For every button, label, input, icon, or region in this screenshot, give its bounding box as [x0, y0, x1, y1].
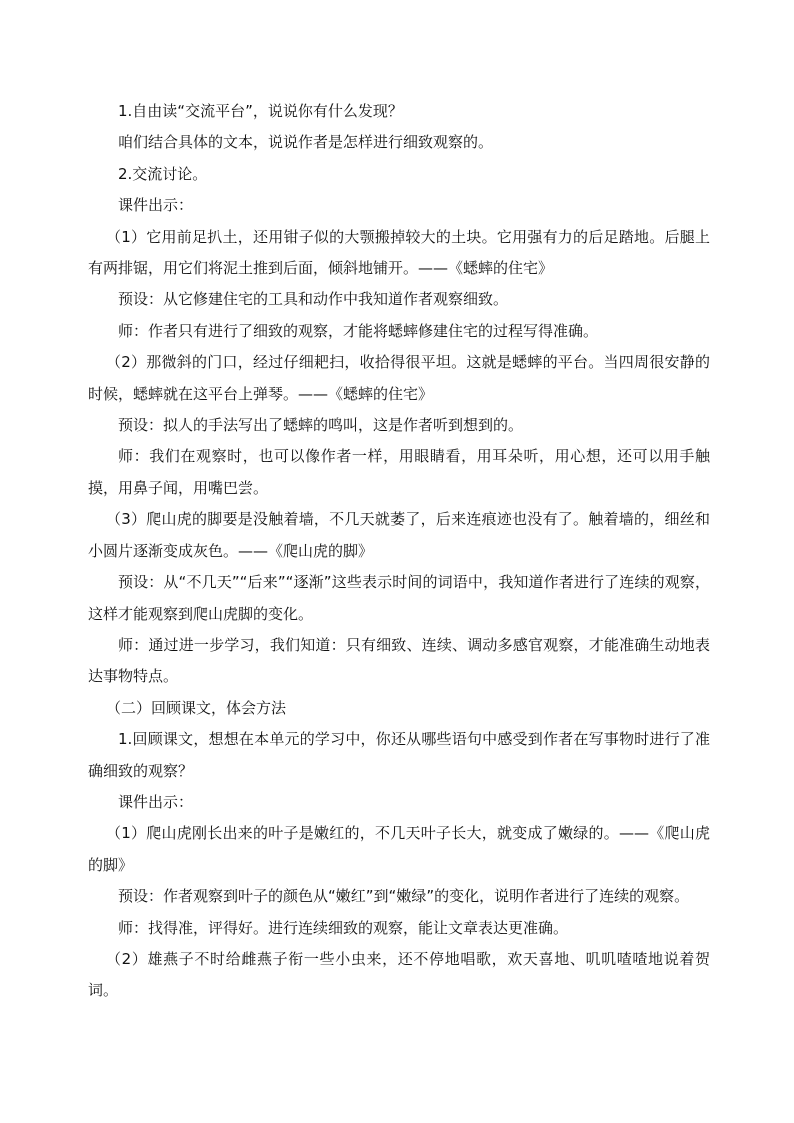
paragraph-11: （3）爬山虎的脚要是没触着墙，不几天就萎了，后来连痕迹也没有了。触着墙的，细丝和小圆片逐渐变成灰色。——《爬山虎的脚》 — [88, 510, 710, 560]
paragraph-20: （2）雄燕子不时给雌燕子衔一些小虫来，还不停地唱歌，欢天喜地、叽叽喳喳地说着贺词。 — [88, 949, 710, 1000]
paragraph-2: 咱们结合具体的文本，说说作者是怎样进行细致观察的。 — [118, 133, 494, 152]
paragraph-19: 师：找得准，评得好。进行连续细致的观察，能让文章表达更准确。 — [118, 918, 569, 937]
paragraph-15: 1.回顾课文，想想在本单元的学习中，你还从哪些语句中感受到作者在写事物时进行了准确细致的观察？ — [88, 730, 710, 780]
paragraph-16: 课件出示： — [118, 792, 194, 811]
paragraph-6: 预设：从它修建住宅的工具和动作中我知道作者观察细致。 — [118, 290, 509, 309]
paragraph-5: （1）它用前足扒土，还用钳子似的大颚搬掉较大的土块。它用强有力的后足踏地。后腿上有两排锯，用它们将泥土推到后面，倾斜地铺开。——《蟋蟀的住宅》 — [88, 227, 710, 278]
paragraph-4: 课件出示： — [118, 196, 194, 215]
paragraph-13: 师：通过进一步学习，我们知道：只有细致、连续、调动多感官观察，才能准确生动地表达事物特点。 — [88, 635, 710, 686]
paragraph-9: 预设：拟人的手法写出了蟋蟀的鸣叫，这是作者听到想到的。 — [118, 416, 524, 435]
paragraph-8: （2）那微斜的门口，经过仔细耙扫，收拾得很平坦。这就是蟋蟀的平台。当四周很安静的时候，蟋蟀就在这平台上弹琴。——《蟋蟀的住宅》 — [88, 353, 710, 403]
paragraph-10: 师：我们在观察时，也可以像作者一样，用眼睛看，用耳朵听，用心想，还可以用手触摸，用鼻子闻，用嘴巴尝。 — [88, 447, 710, 497]
paragraph-3: 2.交流讨论。 — [118, 164, 208, 183]
paragraph-12: 预设：从“不几天”“后来”“逐渐”这些表示时间的词语中，我知道作者进行了连续的观察，这样才能观察到爬山虎脚的变化。 — [88, 573, 710, 623]
document-body — [88, 96, 710, 1007]
paragraph-7: 师：作者只有进行了细致的观察，才能将蟋蟀修建住宅的过程写得准确。 — [118, 321, 599, 340]
paragraph-14: （二）回顾课文，体会方法 — [106, 698, 287, 717]
paragraph-1: 1.自由读“交流平台”，说说你有什么发现？ — [118, 102, 403, 120]
paragraph-18: 预设：作者观察到叶子的颜色从“嫩红”到“嫩绿”的变化，说明作者进行了连续的观察。 — [118, 887, 690, 906]
paragraph-17: （1）爬山虎刚长出来的叶子是嫩红的，不几天叶子长大，就变成了嫩绿的。——《爬山虎的脚》 — [88, 824, 710, 874]
